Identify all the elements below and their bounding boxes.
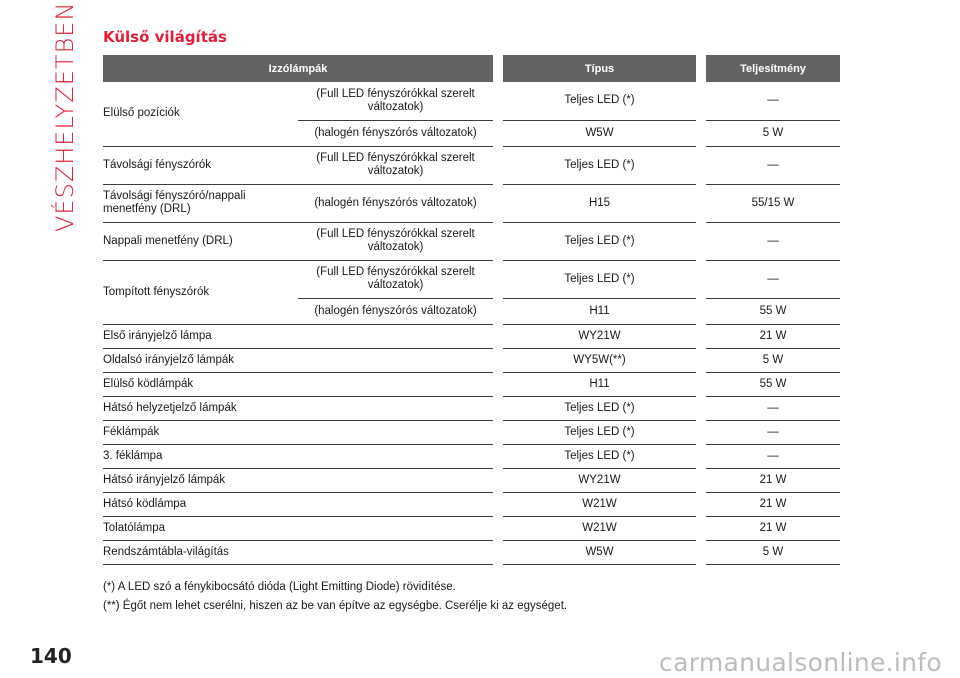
lamp-type-cell: W21W: [503, 516, 696, 540]
lamp-name-cell: Rendszámtábla-világítás: [103, 540, 298, 564]
lamp-type-cell: H15: [503, 184, 696, 222]
gap-cell: [493, 348, 503, 372]
lamp-power-cell: —: [706, 222, 840, 260]
lamp-variant-cell: (Full LED fényszórókkal szerelt változatok): [298, 146, 493, 184]
gap-cell: [493, 298, 503, 324]
lamp-name-cell: Távolsági fényszóró/nappali menetfény (DRL): [103, 184, 298, 222]
gap-cell: [493, 120, 503, 146]
table-row: [103, 222, 840, 260]
table-row: [103, 420, 840, 444]
lamp-power-cell: 5 W: [706, 348, 840, 372]
gap-cell: [696, 82, 706, 120]
gap-cell: [696, 348, 706, 372]
gap-cell: [493, 222, 503, 260]
table-row: [103, 146, 840, 184]
lamp-type-cell: H11: [503, 298, 696, 324]
lamp-power-cell: 21 W: [706, 324, 840, 348]
gap-cell: [696, 120, 706, 146]
table-row: [103, 372, 840, 396]
gap-cell: [696, 372, 706, 396]
footnote-led: (*) A LED szó a fénykibocsátó dióda (Light Emitting Diode) rövidítése.: [103, 581, 456, 593]
table-row: [103, 492, 840, 516]
gap-cell: [493, 396, 503, 420]
gap-cell: [696, 420, 706, 444]
lamp-variant-cell: [298, 420, 493, 444]
gap-cell: [493, 420, 503, 444]
bulb-table: [103, 55, 840, 565]
gap-cell: [493, 444, 503, 468]
lamp-name-cell: Elülső ködlámpák: [103, 372, 298, 396]
lamp-power-cell: —: [706, 82, 840, 120]
table-header-row: [103, 55, 840, 82]
gap-cell: [493, 82, 503, 120]
gap-cell: [696, 260, 706, 298]
section-title: Külső világítás: [103, 28, 227, 46]
table-row: [103, 444, 840, 468]
footnote-bulb: (**) Égőt nem lehet cserélni, hiszen az be van építve az egységbe. Cserélje ki az egységet.: [103, 600, 568, 612]
lamp-type-cell: Teljes LED (*): [503, 222, 696, 260]
lamp-variant-cell: [298, 492, 493, 516]
gap-cell: [493, 540, 503, 564]
watermark: carmanualsonline.info: [659, 648, 942, 677]
table-row: [103, 468, 840, 492]
lamp-variant-cell: [298, 444, 493, 468]
lamp-name-cell: Nappali menetfény (DRL): [103, 222, 298, 260]
header-lamps: Izzólámpák: [103, 55, 493, 82]
lamp-type-cell: Teljes LED (*): [503, 146, 696, 184]
lamp-type-cell: Teljes LED (*): [503, 444, 696, 468]
table-row: [103, 184, 840, 222]
lamp-variant-cell: (Full LED fényszórókkal szerelt változatok): [298, 222, 493, 260]
bulb-table-container: [103, 55, 840, 565]
table-row: [103, 324, 840, 348]
lamp-power-cell: —: [706, 396, 840, 420]
lamp-type-cell: W5W: [503, 540, 696, 564]
gap-cell: [696, 468, 706, 492]
lamp-power-cell: 55 W: [706, 298, 840, 324]
gap-cell: [696, 516, 706, 540]
page-number: 140: [30, 644, 72, 668]
table-row: [103, 260, 840, 298]
gap-cell: [696, 298, 706, 324]
lamp-variant-cell: (Full LED fényszórókkal szerelt változatok): [298, 260, 493, 298]
gap-cell: [493, 146, 503, 184]
gap-cell: [696, 540, 706, 564]
lamp-variant-cell: [298, 372, 493, 396]
gap-cell: [493, 184, 503, 222]
lamp-name-cell: Első irányjelző lámpa: [103, 324, 298, 348]
lamp-name-cell: 3. féklámpa: [103, 444, 298, 468]
lamp-name-cell: Oldalsó irányjelző lámpák: [103, 348, 298, 372]
lamp-variant-cell: (halogén fényszórós változatok): [298, 120, 493, 146]
gap-cell: [696, 492, 706, 516]
gap-cell: [493, 260, 503, 298]
lamp-power-cell: 21 W: [706, 468, 840, 492]
gap-cell: [493, 468, 503, 492]
gap-cell: [696, 444, 706, 468]
header-type: Típus: [503, 55, 696, 82]
lamp-variant-cell: [298, 324, 493, 348]
lamp-power-cell: 55 W: [706, 372, 840, 396]
lamp-power-cell: 55/15 W: [706, 184, 840, 222]
lamp-variant-cell: [298, 348, 493, 372]
gap-cell: [696, 184, 706, 222]
gap-cell: [696, 324, 706, 348]
lamp-type-cell: WY5W(**): [503, 348, 696, 372]
lamp-type-cell: WY21W: [503, 468, 696, 492]
lamp-type-cell: Teljes LED (*): [503, 396, 696, 420]
table-row: [103, 540, 840, 564]
lamp-type-cell: W21W: [503, 492, 696, 516]
lamp-name-cell: Hátsó ködlámpa: [103, 492, 298, 516]
gap-cell: [493, 372, 503, 396]
lamp-variant-cell: [298, 516, 493, 540]
gap-cell: [493, 516, 503, 540]
lamp-variant-cell: (halogén fényszórós változatok): [298, 298, 493, 324]
lamp-power-cell: —: [706, 444, 840, 468]
lamp-power-cell: 21 W: [706, 516, 840, 540]
table-row: [103, 348, 840, 372]
header-gap: [696, 55, 706, 82]
lamp-type-cell: H11: [503, 372, 696, 396]
lamp-power-cell: —: [706, 146, 840, 184]
gap-cell: [493, 324, 503, 348]
lamp-power-cell: 5 W: [706, 120, 840, 146]
table-row: [103, 82, 840, 120]
lamp-name-cell: Tompított fényszórók: [103, 260, 298, 324]
lamp-variant-cell: (halogén fényszórós változatok): [298, 184, 493, 222]
gap-cell: [493, 492, 503, 516]
table-row: [103, 516, 840, 540]
header-gap: [493, 55, 503, 82]
lamp-variant-cell: [298, 540, 493, 564]
lamp-name-cell: Hátsó irányjelző lámpák: [103, 468, 298, 492]
lamp-variant-cell: (Full LED fényszórókkal szerelt változatok): [298, 82, 493, 120]
lamp-name-cell: Távolsági fényszórók: [103, 146, 298, 184]
lamp-power-cell: —: [706, 260, 840, 298]
lamp-type-cell: Teljes LED (*): [503, 82, 696, 120]
table-row: [103, 396, 840, 420]
lamp-power-cell: 5 W: [706, 540, 840, 564]
gap-cell: [696, 222, 706, 260]
lamp-name-cell: Féklámpák: [103, 420, 298, 444]
lamp-variant-cell: [298, 396, 493, 420]
lamp-power-cell: —: [706, 420, 840, 444]
footnotes: [103, 578, 567, 616]
section-side-label: VÉSZHELYZETBEN: [51, 1, 79, 232]
lamp-type-cell: Teljes LED (*): [503, 260, 696, 298]
lamp-variant-cell: [298, 468, 493, 492]
gap-cell: [696, 146, 706, 184]
lamp-type-cell: W5W: [503, 120, 696, 146]
gap-cell: [696, 396, 706, 420]
table-body: [103, 82, 840, 564]
lamp-name-cell: Elülső pozíciók: [103, 82, 298, 146]
lamp-power-cell: 21 W: [706, 492, 840, 516]
header-power: Teljesítmény: [706, 55, 840, 82]
lamp-name-cell: Hátsó helyzetjelző lámpák: [103, 396, 298, 420]
lamp-name-cell: Tolatólámpa: [103, 516, 298, 540]
lamp-type-cell: Teljes LED (*): [503, 420, 696, 444]
lamp-type-cell: WY21W: [503, 324, 696, 348]
